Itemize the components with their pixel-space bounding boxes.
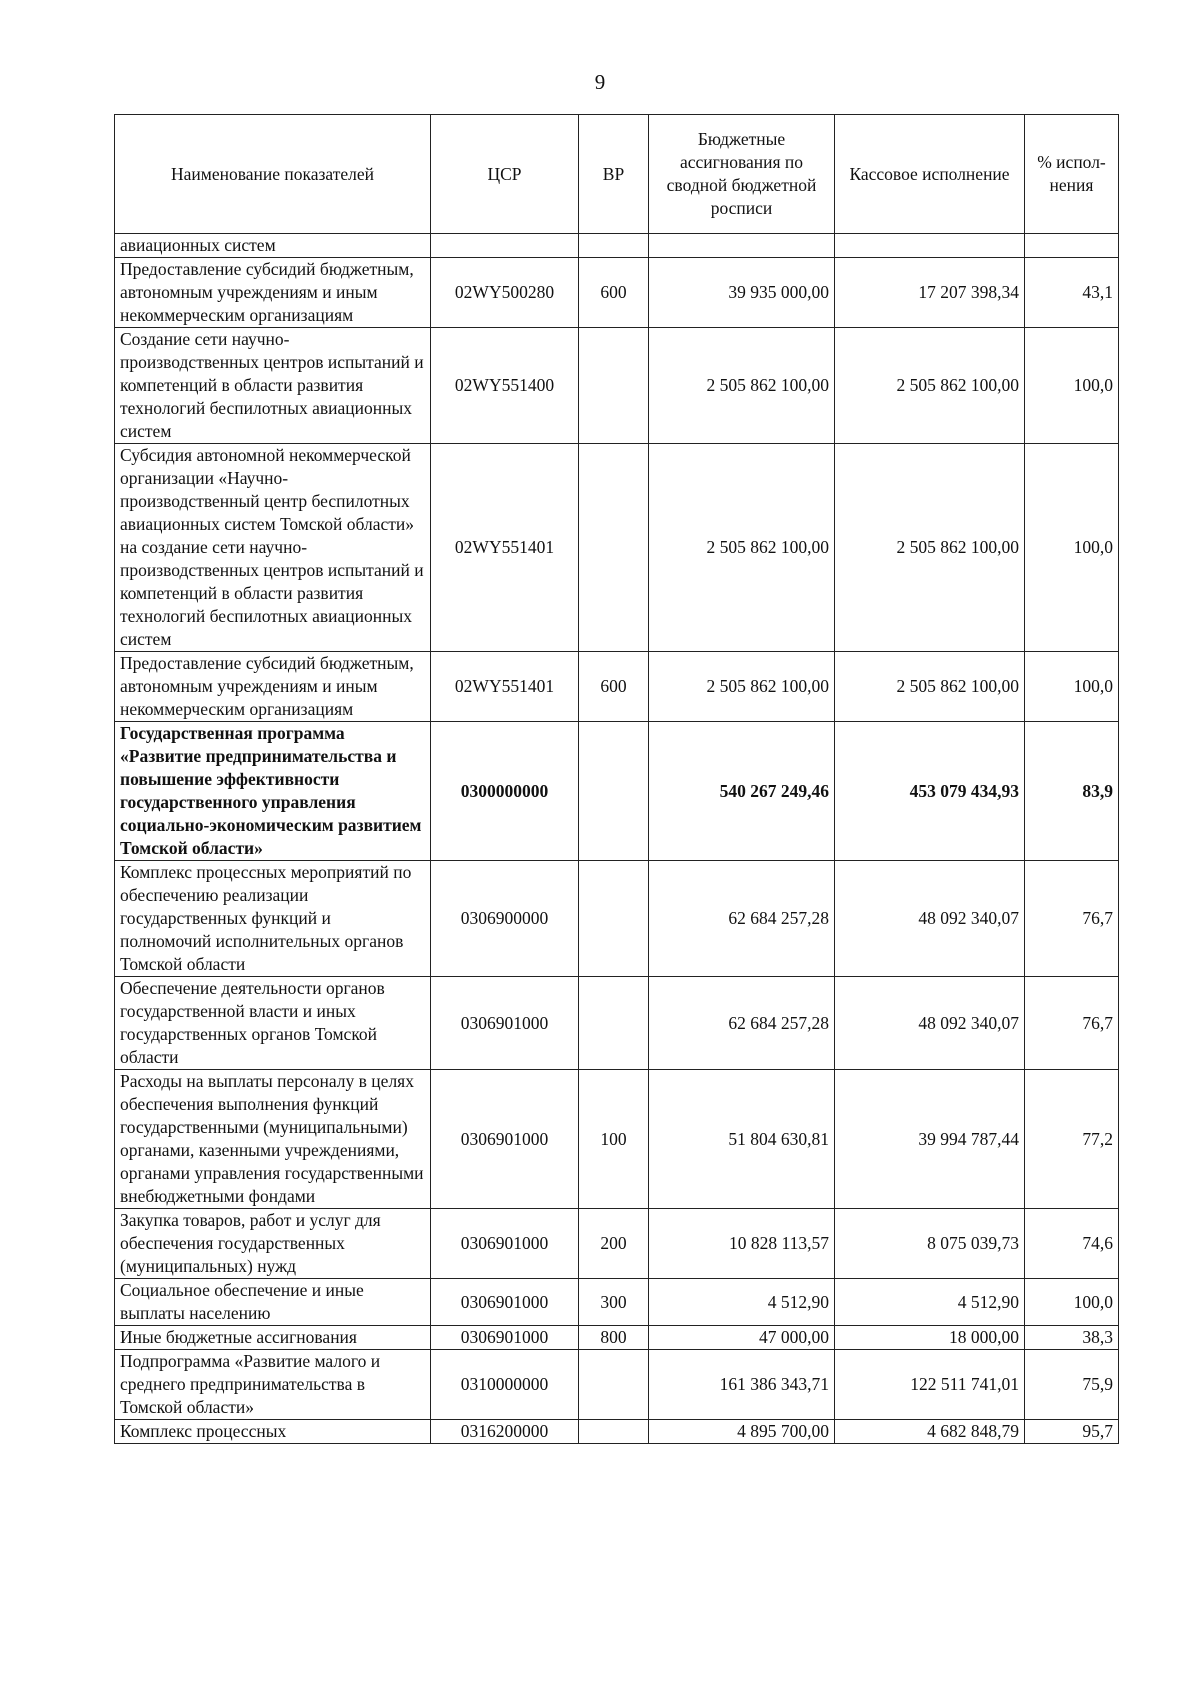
cell-name: Субсидия автономной некоммерческой организации «Научно-производственный центр беспилотных авиационных систем Томской области» на создание сети научно-производственных центров испытаний и компетенций в области развития технологий беспилотных авиационных систем xyxy=(115,444,431,652)
cell-vr xyxy=(579,1420,649,1444)
cell-budget: 62 684 257,28 xyxy=(649,861,835,977)
cell-vr xyxy=(579,977,649,1070)
cell-cash: 2 505 862 100,00 xyxy=(835,444,1025,652)
cell-cash: 4 682 848,79 xyxy=(835,1420,1025,1444)
table-row xyxy=(115,328,1119,444)
cell-percent: 100,0 xyxy=(1025,1279,1119,1326)
table-header-row xyxy=(115,115,1119,234)
table-row xyxy=(115,861,1119,977)
cell-budget: 2 505 862 100,00 xyxy=(649,444,835,652)
cell-percent: 83,9 xyxy=(1025,722,1119,861)
cell-percent: 38,3 xyxy=(1025,1326,1119,1350)
cell-percent: 95,7 xyxy=(1025,1420,1119,1444)
header-budget: Бюджетные ассигнования по сводной бюджетной росписи xyxy=(649,115,835,234)
cell-budget: 51 804 630,81 xyxy=(649,1070,835,1209)
cell-percent: 74,6 xyxy=(1025,1209,1119,1279)
header-vr: ВР xyxy=(579,115,649,234)
cell-csr: 0316200000 xyxy=(431,1420,579,1444)
cell-vr: 200 xyxy=(579,1209,649,1279)
cell-budget: 47 000,00 xyxy=(649,1326,835,1350)
table-row xyxy=(115,234,1119,258)
cell-name: Предоставление субсидий бюджетным, автономным учреждениям и иным некоммерческим организациям xyxy=(115,652,431,722)
cell-vr xyxy=(579,1350,649,1420)
page-number: 9 xyxy=(594,70,606,94)
table-row xyxy=(115,1326,1119,1350)
cell-cash xyxy=(835,234,1025,258)
cell-csr: 0306901000 xyxy=(431,1209,579,1279)
cell-csr: 0306901000 xyxy=(431,1279,579,1326)
cell-name: Иные бюджетные ассигнования xyxy=(115,1326,431,1350)
header-percent: % испол-нения xyxy=(1025,115,1119,234)
cell-name: Комплекс процессных xyxy=(115,1420,431,1444)
cell-percent: 100,0 xyxy=(1025,652,1119,722)
cell-csr: 0306901000 xyxy=(431,1070,579,1209)
cell-cash: 18 000,00 xyxy=(835,1326,1025,1350)
table-body xyxy=(115,234,1119,1444)
cell-csr: 0306900000 xyxy=(431,861,579,977)
cell-vr: 800 xyxy=(579,1326,649,1350)
cell-cash: 2 505 862 100,00 xyxy=(835,328,1025,444)
cell-csr: 0310000000 xyxy=(431,1350,579,1420)
cell-budget: 10 828 113,57 xyxy=(649,1209,835,1279)
cell-name: Социальное обеспечение и иные выплаты населению xyxy=(115,1279,431,1326)
cell-vr xyxy=(579,328,649,444)
cell-percent: 100,0 xyxy=(1025,328,1119,444)
cell-name: Обеспечение деятельности органов государственной власти и иных государственных органов Томской области xyxy=(115,977,431,1070)
cell-vr xyxy=(579,861,649,977)
cell-budget: 4 895 700,00 xyxy=(649,1420,835,1444)
cell-cash: 39 994 787,44 xyxy=(835,1070,1025,1209)
cell-vr xyxy=(579,722,649,861)
table-row xyxy=(115,652,1119,722)
cell-budget: 39 935 000,00 xyxy=(649,258,835,328)
cell-name: Создание сети научно-производственных центров испытаний и компетенций в области развития технологий беспилотных авиационных систем xyxy=(115,328,431,444)
cell-cash: 8 075 039,73 xyxy=(835,1209,1025,1279)
table-row xyxy=(115,1209,1119,1279)
cell-vr xyxy=(579,444,649,652)
cell-budget: 161 386 343,71 xyxy=(649,1350,835,1420)
cell-cash: 17 207 398,34 xyxy=(835,258,1025,328)
cell-cash: 453 079 434,93 xyxy=(835,722,1025,861)
cell-cash: 48 092 340,07 xyxy=(835,861,1025,977)
table-row xyxy=(115,1279,1119,1326)
cell-cash: 2 505 862 100,00 xyxy=(835,652,1025,722)
cell-percent: 77,2 xyxy=(1025,1070,1119,1209)
table-row xyxy=(115,977,1119,1070)
cell-csr: 0306901000 xyxy=(431,1326,579,1350)
table-row xyxy=(115,1070,1119,1209)
cell-csr: 02WY551400 xyxy=(431,328,579,444)
cell-percent: 76,7 xyxy=(1025,861,1119,977)
cell-vr xyxy=(579,234,649,258)
cell-cash: 4 512,90 xyxy=(835,1279,1025,1326)
table-row xyxy=(115,258,1119,328)
cell-name: Расходы на выплаты персоналу в целях обеспечения выполнения функций государственными (муниципальными) органами, казенными учреждениями, органами управления государственными внебюджетными фондами xyxy=(115,1070,431,1209)
cell-name: Закупка товаров, работ и услуг для обеспечения государственных (муниципальных) нужд xyxy=(115,1209,431,1279)
cell-name: Государственная программа «Развитие предпринимательства и повышение эффективности государственного управления социально-экономическим развитием Томской области» xyxy=(115,722,431,861)
cell-percent: 75,9 xyxy=(1025,1350,1119,1420)
cell-budget: 540 267 249,46 xyxy=(649,722,835,861)
cell-percent xyxy=(1025,234,1119,258)
cell-csr: 0306901000 xyxy=(431,977,579,1070)
cell-percent: 76,7 xyxy=(1025,977,1119,1070)
cell-name: авиационных систем xyxy=(115,234,431,258)
cell-vr: 300 xyxy=(579,1279,649,1326)
cell-name: Подпрограмма «Развитие малого и среднего предпринимательства в Томской области» xyxy=(115,1350,431,1420)
cell-budget: 4 512,90 xyxy=(649,1279,835,1326)
cell-budget xyxy=(649,234,835,258)
cell-percent: 43,1 xyxy=(1025,258,1119,328)
header-cash: Кассовое исполнение xyxy=(835,115,1025,234)
cell-csr: 02WY551401 xyxy=(431,444,579,652)
table-row xyxy=(115,1420,1119,1444)
table-row xyxy=(115,444,1119,652)
header-csr: ЦСР xyxy=(431,115,579,234)
cell-budget: 2 505 862 100,00 xyxy=(649,328,835,444)
cell-vr: 100 xyxy=(579,1070,649,1209)
cell-csr: 0300000000 xyxy=(431,722,579,861)
cell-csr: 02WY500280 xyxy=(431,258,579,328)
header-name: Наименование показателей xyxy=(115,115,431,234)
cell-percent: 100,0 xyxy=(1025,444,1119,652)
cell-name: Предоставление субсидий бюджетным, автономным учреждениям и иным некоммерческим организациям xyxy=(115,258,431,328)
cell-cash: 122 511 741,01 xyxy=(835,1350,1025,1420)
cell-name: Комплекс процессных мероприятий по обеспечению реализации государственных функций и полномочий исполнительных органов Томской области xyxy=(115,861,431,977)
cell-cash: 48 092 340,07 xyxy=(835,977,1025,1070)
cell-vr: 600 xyxy=(579,258,649,328)
cell-vr: 600 xyxy=(579,652,649,722)
cell-budget: 2 505 862 100,00 xyxy=(649,652,835,722)
cell-csr: 02WY551401 xyxy=(431,652,579,722)
table-row xyxy=(115,1350,1119,1420)
cell-budget: 62 684 257,28 xyxy=(649,977,835,1070)
cell-csr xyxy=(431,234,579,258)
table-row xyxy=(115,722,1119,861)
budget-execution-table xyxy=(114,114,1119,1444)
